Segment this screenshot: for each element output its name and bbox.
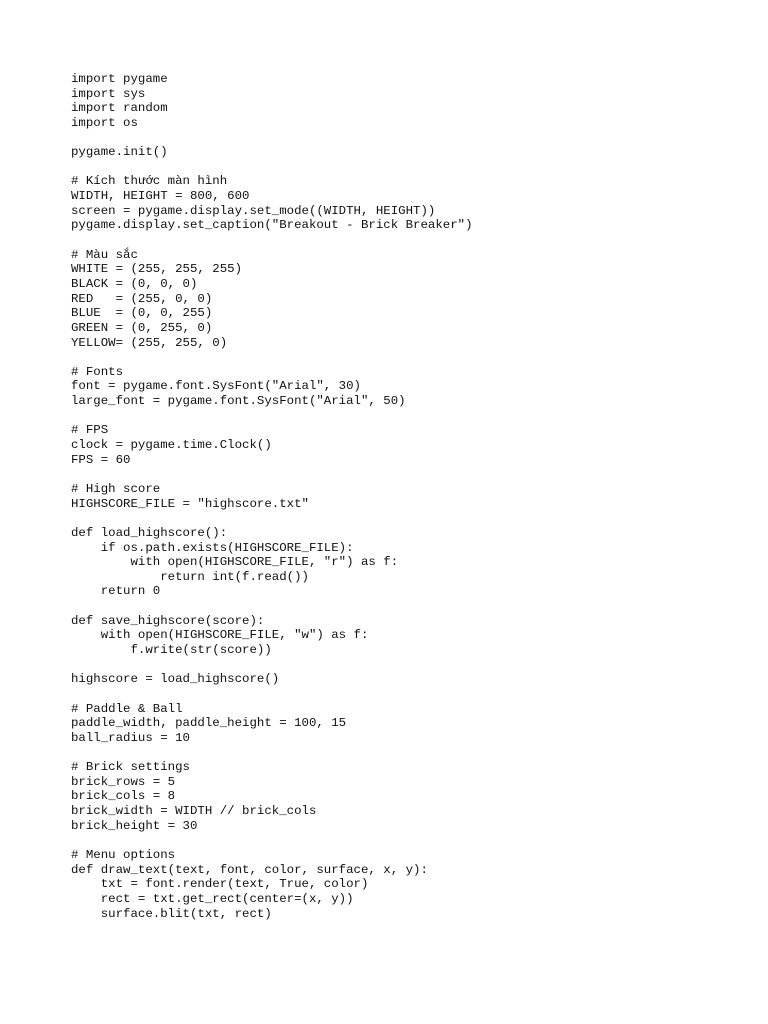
code-line: # Menu options: [71, 847, 176, 862]
code-line: [71, 409, 473, 424]
code-line: [71, 160, 473, 175]
code-line: # Paddle & Ball: [71, 701, 183, 716]
code-line: brick_width = WIDTH // brick_cols: [71, 804, 317, 819]
code-line: pygame.init(): [71, 145, 168, 160]
code-line: RED = (255, 0, 0): [71, 291, 213, 306]
code-line: def save_highscore(score):: [71, 613, 265, 628]
code-line: [71, 511, 473, 526]
code-line: import random: [71, 101, 168, 116]
code-line: def draw_text(text, font, color, surface, x, y):: [71, 862, 428, 877]
code-line: import sys: [71, 86, 146, 101]
code-line: # Kích thước màn hình: [71, 174, 228, 189]
code-line: with open(HIGHSCORE_FILE, "w") as f:: [71, 628, 369, 643]
code-line: with open(HIGHSCORE_FILE, "r") as f:: [71, 555, 399, 570]
code-line: pygame.display.set_caption("Breakout - Brick Breaker"): [71, 218, 473, 233]
code-line: [71, 658, 473, 673]
code-line: YELLOW= (255, 255, 0): [71, 335, 228, 350]
code-line: f.write(str(score)): [71, 642, 272, 657]
code-line: brick_rows = 5: [71, 774, 176, 789]
code-line: # Fonts: [71, 364, 124, 379]
code-line: highscore = load_highscore(): [71, 672, 280, 687]
code-line: # Màu sắc: [71, 247, 138, 262]
code-line: def load_highscore():: [71, 525, 228, 540]
code-line: font = pygame.font.SysFont("Arial", 30): [71, 379, 361, 394]
code-line: WIDTH, HEIGHT = 800, 600: [71, 189, 250, 204]
code-line: large_font = pygame.font.SysFont("Arial", 50): [71, 394, 406, 409]
code-line: GREEN = (0, 255, 0): [71, 320, 213, 335]
code-line: [71, 233, 473, 248]
code-line: brick_height = 30: [71, 818, 198, 833]
code-line: import pygame: [71, 72, 168, 86]
code-line: clock = pygame.time.Clock(): [71, 438, 272, 453]
code-line: # FPS: [71, 423, 109, 438]
code-line: screen = pygame.display.set_mode((WIDTH, HEIGHT)): [71, 203, 436, 218]
code-line: return int(f.read()): [71, 569, 309, 584]
code-line: [71, 745, 473, 760]
code-line: brick_cols = 8: [71, 789, 176, 804]
code-line: # High score: [71, 481, 161, 496]
code-line: paddle_width, paddle_height = 100, 15: [71, 716, 347, 731]
code-line: [71, 350, 473, 365]
code-line: BLACK = (0, 0, 0): [71, 276, 198, 291]
code-line: FPS = 60: [71, 452, 131, 467]
code-line: [71, 687, 473, 702]
code-line: [71, 833, 473, 848]
code-line: return 0: [71, 584, 161, 599]
code-line: import os: [71, 115, 138, 130]
code-line: [71, 599, 473, 614]
code-line: txt = font.render(text, True, color): [71, 877, 369, 892]
code-line: surface.blit(txt, rect): [71, 906, 272, 921]
code-line: BLUE = (0, 0, 255): [71, 306, 213, 321]
code-line: ball_radius = 10: [71, 730, 190, 745]
code-line: HIGHSCORE_FILE = "highscore.txt": [71, 496, 309, 511]
code-line: [71, 131, 473, 146]
code-line: if os.path.exists(HIGHSCORE_FILE):: [71, 540, 354, 555]
code-line: rect = txt.get_rect(center=(x, y)): [71, 891, 354, 906]
code-line: WHITE = (255, 255, 255): [71, 262, 243, 277]
code-line: # Brick settings: [71, 760, 190, 775]
code-line: [71, 467, 473, 482]
code-block: [71, 72, 473, 921]
